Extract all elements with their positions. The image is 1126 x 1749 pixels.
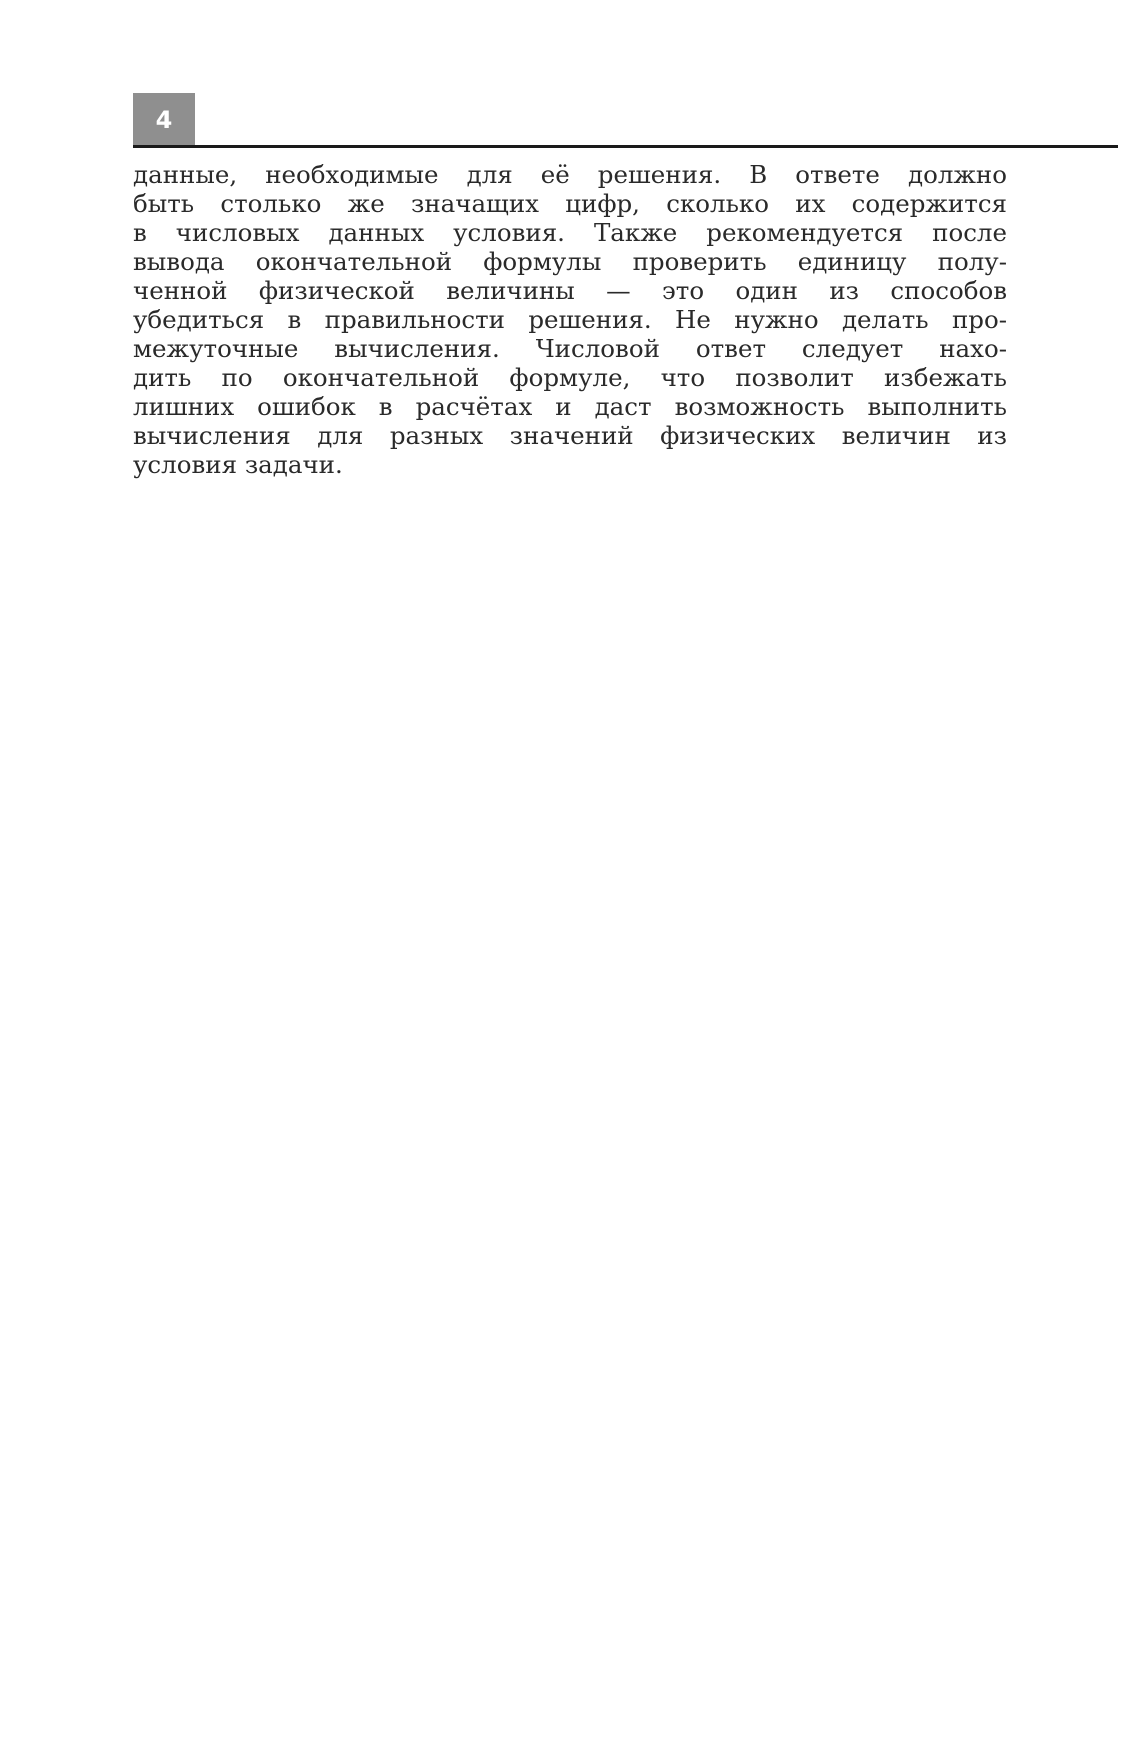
text-line: вычисления для разных значений физических величин из [133, 421, 1007, 450]
text-line: дить по окончательной формуле, что позволит избежать [133, 363, 1007, 392]
text-line: данные, необходимые для её решения. В ответе должно [133, 160, 1007, 189]
text-line: вывода окончательной формулы проверить единицу полу- [133, 247, 1007, 276]
header-rule [133, 145, 1118, 148]
text-line: ченной физической величины — это один из способов [133, 276, 1007, 305]
body-paragraph [133, 160, 1007, 479]
text-line: условия задачи. [133, 450, 343, 479]
page-number: 4 [155, 105, 173, 134]
text-line: убедиться в правильности решения. Не нужно делать про- [133, 305, 1007, 334]
text-line: в числовых данных условия. Также рекомендуется после [133, 218, 1007, 247]
text-line: межуточные вычисления. Числовой ответ следует нахо- [133, 334, 1007, 363]
text-line: лишних ошибок в расчётах и даст возможность выполнить [133, 392, 1007, 421]
page-number-badge [133, 93, 195, 146]
text-line: быть столько же значащих цифр, сколько их содержится [133, 189, 1007, 218]
